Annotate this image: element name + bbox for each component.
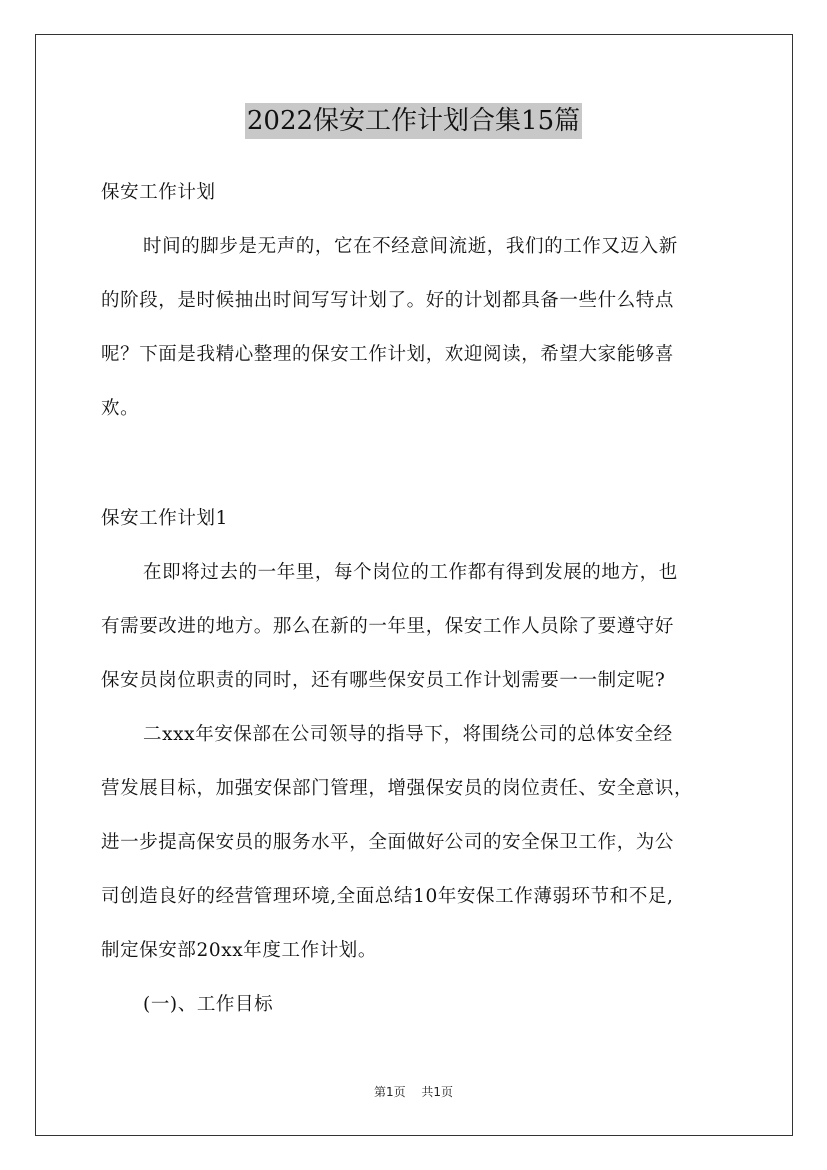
page-footer xyxy=(0,1083,827,1100)
title-container xyxy=(0,103,827,139)
paragraph-line: 司创造良好的经营管理环境,全面总结10年安保工作薄弱环节和不足, xyxy=(101,886,674,907)
paragraph-line: 欢。 xyxy=(101,398,140,419)
paragraph-line: 营发展目标，加强安保部门管理，增强保安员的岗位责任、安全意识， xyxy=(101,778,694,799)
paragraph-line: 保安员岗位职责的同时，还有哪些保安员工作计划需要一一制定呢? xyxy=(101,670,666,691)
document-title: 2022保安工作计划合集15篇 xyxy=(245,103,582,139)
paragraph-line: 呢？下面是我精心整理的保安工作计划，欢迎阅读，希望大家能够喜 xyxy=(101,344,675,365)
paragraph-line: 有需要改进的地方。那么在新的一年里，保安工作人员除了要遵守好 xyxy=(101,616,675,637)
subsection-heading: (一)、工作目标 xyxy=(143,994,274,1015)
paragraph-line: 在即将过去的一年里，每个岗位的工作都有得到发展的地方，也 xyxy=(143,562,678,583)
page-number: 第1页 xyxy=(373,1085,406,1099)
paragraph-line: 时间的脚步是无声的，它在不经意间流逝，我们的工作又迈入新 xyxy=(143,236,678,257)
section-heading: 保安工作计划 xyxy=(101,182,216,203)
paragraph-line: 二xxx年安保部在公司领导的指导下，将围绕公司的总体安全经 xyxy=(143,724,673,745)
paragraph-line: 的阶段，是时候抽出时间写写计划了。好的计划都具备一些什么特点 xyxy=(101,290,675,311)
paragraph-line: 进一步提高保安员的服务水平，全面做好公司的安全保卫工作，为公 xyxy=(101,832,675,853)
section-heading: 保安工作计划1 xyxy=(101,508,228,529)
page-total: 共1页 xyxy=(421,1085,454,1099)
paragraph-line: 制定保安部20xx年度工作计划。 xyxy=(101,940,378,961)
